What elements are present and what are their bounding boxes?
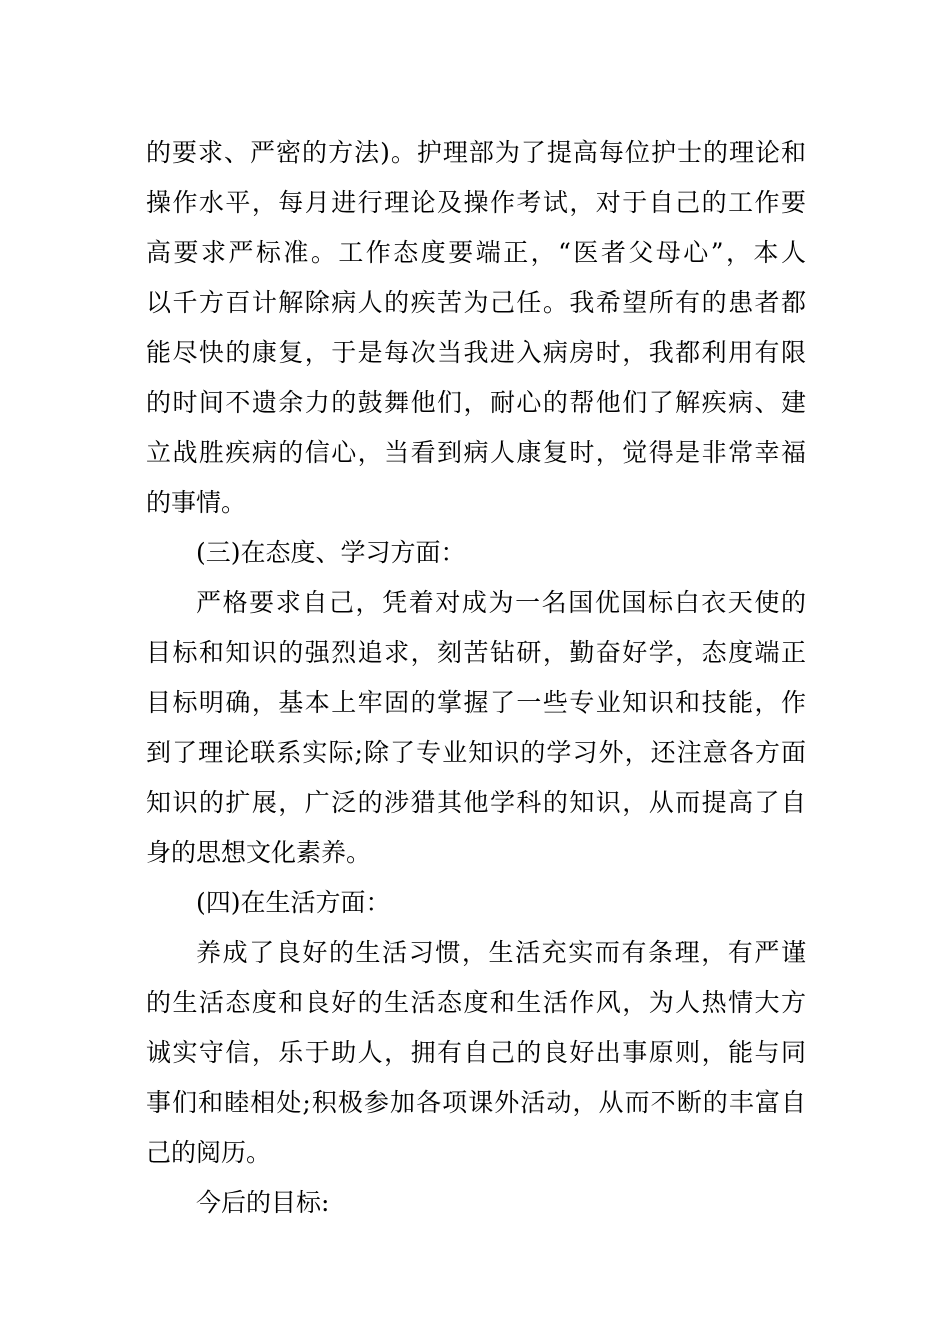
text-line: 高要求严标准。工作态度要端正，“医者父母心”，本人 xyxy=(146,238,806,267)
text-line: 的时间不遗余力的鼓舞他们，耐心的帮他们了解疾病、建 xyxy=(146,388,806,417)
text-line: 到了理论联系实际;除了专业知识的学习外，还注意各方面 xyxy=(146,738,806,767)
text-line: (四)在生活方面： xyxy=(196,888,391,917)
text-line: 身的思想文化素养。 xyxy=(146,838,372,867)
document-body xyxy=(146,128,806,1228)
text-line: 目标明确，基本上牢固的掌握了一些专业知识和技能，作 xyxy=(146,688,806,717)
text-line: 今后的目标: xyxy=(196,1188,330,1217)
text-line: 目标和知识的强烈追求，刻苦钻研，勤奋好学，态度端正 xyxy=(146,638,806,667)
text-line: 诚实守信，乐于助人，拥有自己的良好出事原则，能与同 xyxy=(146,1038,806,1067)
text-line: 严格要求自己，凭着对成为一名国优国标白衣天使的 xyxy=(196,588,806,617)
text-line: 的要求、严密的方法)。护理部为了提高每位护士的理论和 xyxy=(146,138,806,167)
text-line: 的事情。 xyxy=(146,488,247,517)
text-line: 己的阅历。 xyxy=(146,1138,272,1167)
text-line: 能尽快的康复，于是每次当我进入病房时，我都利用有限 xyxy=(146,338,806,367)
text-line: 操作水平，每月进行理论及操作考试，对于自己的工作要 xyxy=(146,188,806,217)
text-line: 的生活态度和良好的生活态度和生活作风，为人热情大方 xyxy=(146,988,806,1017)
text-line: 事们和睦相处;积极参加各项课外活动，从而不断的丰富自 xyxy=(146,1088,806,1117)
text-line: 养成了良好的生活习惯，生活充实而有条理，有严谨 xyxy=(196,938,806,967)
text-line: 立战胜疾病的信心，当看到病人康复时，觉得是非常幸福 xyxy=(146,438,806,467)
text-line: 知识的扩展，广泛的涉猎其他学科的知识，从而提高了自 xyxy=(146,788,806,817)
text-line: (三)在态度、学习方面： xyxy=(196,538,466,567)
text-line: 以千方百计解除病人的疾苦为己任。我希望所有的患者都 xyxy=(146,288,806,317)
